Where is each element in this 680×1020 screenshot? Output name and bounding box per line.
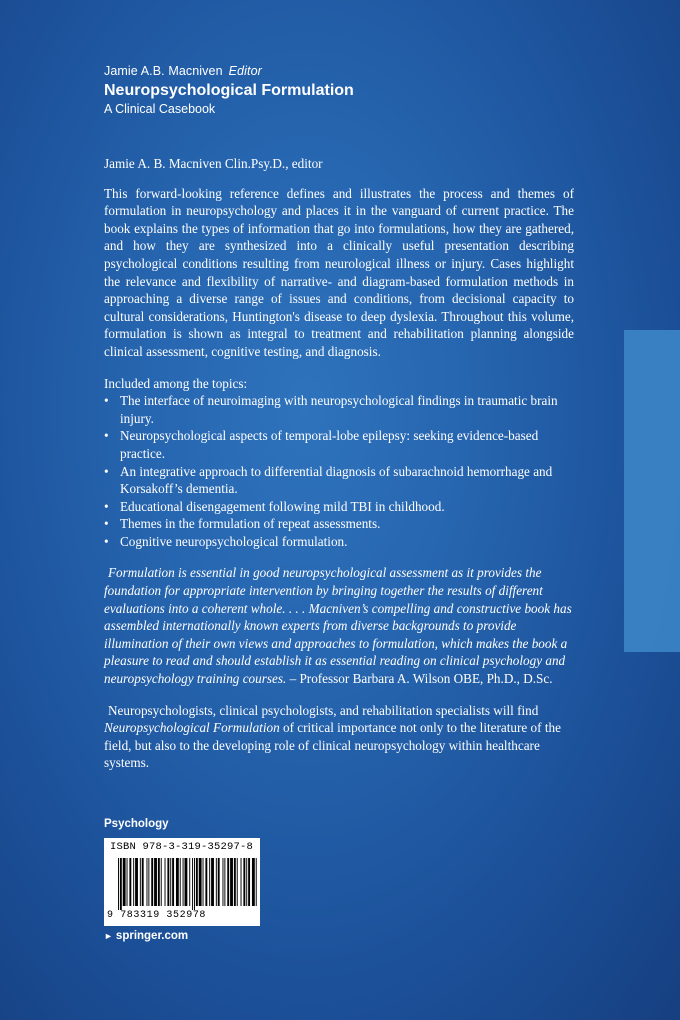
book-subtitle: A Clinical Casebook	[104, 102, 216, 116]
topic-item: • Cognitive neuropsychological formulation.	[104, 533, 574, 551]
quote-text: Formulation is essential in good neuropsychological assessment as it provides the foundation for appropriate intervention by bringing together the results of different evaluations into a coherent whole. . . . Macniven’s compelling and constructive book has assembled internationally known experts from diverse backgrounds to provide illumination of their own views and approaches to formulation, which makes the book a pleasure to read and should establish it as essential reading on clinical psychology and neuropsychology training courses.	[104, 565, 572, 687]
side-color-tab	[624, 330, 680, 652]
topics-intro: Included among the topics:	[104, 375, 248, 391]
topic-item: • An integrative approach to differential diagnosis of subarachnoid hemorrhage and Korsakoff’s dementia.	[104, 463, 574, 498]
topic-item: • Neuropsychological aspects of temporal-lobe epilepsy: seeking evidence-based practice.	[104, 427, 574, 462]
publisher-link[interactable]	[104, 930, 188, 942]
subject-category: Psychology	[104, 818, 169, 830]
endorsement-quote	[104, 564, 574, 687]
topics-list	[104, 392, 574, 550]
closing-before: Neuropsychologists, clinical psychologists, and rehabilitation specialists will find	[108, 702, 539, 718]
book-title: Neuropsychological Formulation	[104, 82, 354, 99]
publisher-url: springer.com	[115, 930, 189, 942]
closing-after: of critical importance not only to the literature of the field, but also to the developing role of clinical neuropsychology within healthcare systems.	[104, 720, 561, 771]
topic-item: • Educational disengagement following mild TBI in childhood.	[104, 498, 574, 516]
quote-attribution: – Professor Barbara A. Wilson OBE, Ph.D., D.Sc.	[289, 671, 553, 687]
cover-header	[104, 64, 354, 116]
book-description: This forward-looking reference defines and illustrates the process and themes of formulation in neuropsychology and places it in the vanguard of current practice. The book explains the types of information that go into formulations, how they are gathered, and how they are synthesized into a clinically useful presentation describing psychological conditions resulting from neurological illness or injury. Cases highlight the relevance and flexibility of narrative- and diagram-based formulation methods in approaching a diverse range of issues and conditions, from decisional capacity to cultural considerations, Huntington's disease to deep dyslexia. Throughout this volume, formulation is shown as integral to treatment and rehabilitation planning alongside clinical assessment, cognitive testing, and diagnosis.	[104, 185, 574, 359]
isbn-label: ISBN 978-3-319-35297-8	[110, 841, 254, 853]
barcode-digits: 9 783319 352978	[107, 910, 207, 921]
barcode-bars	[118, 858, 258, 910]
topic-item: • Themes in the formulation of repeat assessments.	[104, 515, 574, 533]
editor-credit: Jamie A. B. Macniven Clin.Psy.D., editor	[104, 156, 323, 171]
editor-role: Editor	[228, 64, 262, 78]
back-cover-text	[104, 155, 574, 772]
topic-item: • The interface of neuroimaging with neuropsychological findings in traumatic brain injury.	[104, 392, 574, 427]
closing-book-title: Neuropsychological Formulation	[104, 720, 280, 736]
editor-line	[104, 64, 354, 78]
arrow-icon: ►	[104, 931, 113, 941]
closing-paragraph	[104, 702, 574, 772]
isbn-barcode	[104, 838, 260, 926]
editor-name: Jamie A.B. Macniven	[104, 64, 223, 78]
